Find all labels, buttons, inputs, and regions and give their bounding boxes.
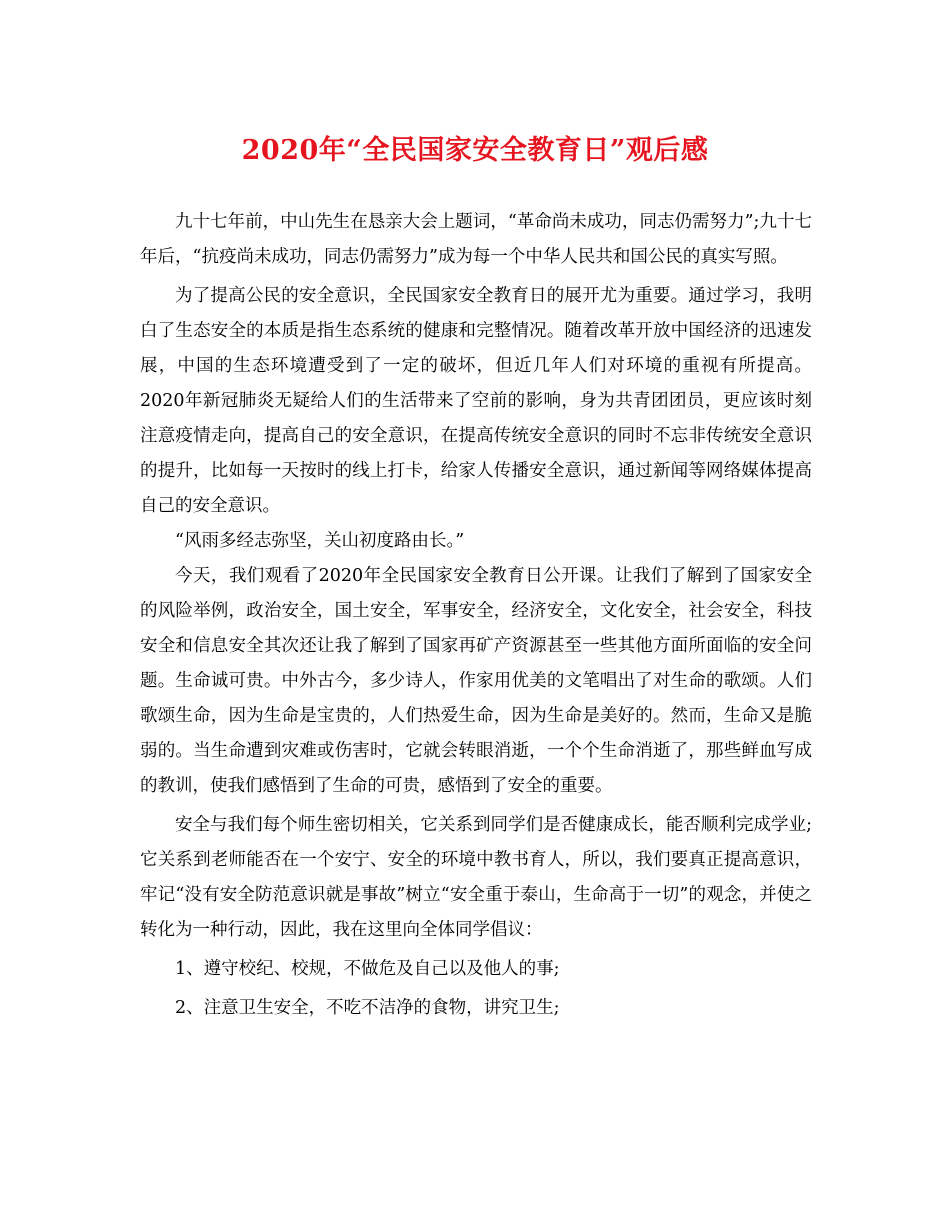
paragraph-5: 安全与我们每个师生密切相关，它关系到同学们是否健康成长，能否顺利完成学业;它关系到老师能否在一个安宁、安全的环境中教书育人，所以，我们要真正提高意识，牢记“没有安全防范意识就是事故”树立“安全重于泰山，生命高于一切”的观念，并使之转化为一种行动，因此，我在这里向全体同学倡议： [140, 815, 812, 940]
paragraph-1: 九十七年前，中山先生在恳亲大会上题词，“革命尚未成功，同志仍需努力”;九十七年后，“抗疫尚未成功，同志仍需努力”成为每一个中华人民共和国公民的真实写照。 [140, 212, 812, 267]
paragraph-4: 今天，我们观看了2020年全民国家安全教育日公开课。让我们了解到了国家安全的风险举例，政治安全，国土安全，军事安全，经济安全，文化安全，社会安全，科技安全和信息安全其次还让我了解到了国家再矿产资源甚至一些其他方面所面临的安全问题。生命诚可贵。中外古今，多少诗人，作家用优美的文笔唱出了对生命的歌颂。人们歌颂生命，因为生命是宝贵的，人们热爱生命，因为生命是美好的。然而，生命又是脆弱的。当生命遭到灾难或伤害时，它就会转眼消逝，一个个生命消逝了，那些鲜血写成的教训，使我们感悟到了生命的可贵，感悟到了安全的重要。 [140, 566, 812, 796]
document-title: 2020年“全民国家安全教育日”观后感 [241, 135, 709, 166]
paragraph-2: 为了提高公民的安全意识，全民国家安全教育日的展开尤为重要。通过学习，我明白了生态安全的本质是指生态系统的健康和完整情况。随着改革开放中国经济的迅速发展，中国的生态环境遭受到了一定的破坏，但近几年人们对环境的重视有所提高。2020年新冠肺炎无疑给人们的生活带来了空前的影响，身为共青团团员，更应该时刻注意疫情走向，提高自己的安全意识，在提高传统安全意识的同时不忘非传统安全意识的提升，比如每一天按时的线上打卡，给家人传播安全意识，通过新闻等网络媒体提高自己的安全意识。 [140, 286, 812, 516]
paragraph-3-quote: “风雨多经志弥坚，关山初度路由长。” [175, 531, 465, 551]
list-item-1: 1、遵守校纪、校规，不做危及自己以及他人的事; [175, 959, 560, 979]
list-item-2: 2、注意卫生安全，不吃不洁净的食物，讲究卫生; [175, 998, 560, 1018]
document-body [140, 205, 812, 1026]
